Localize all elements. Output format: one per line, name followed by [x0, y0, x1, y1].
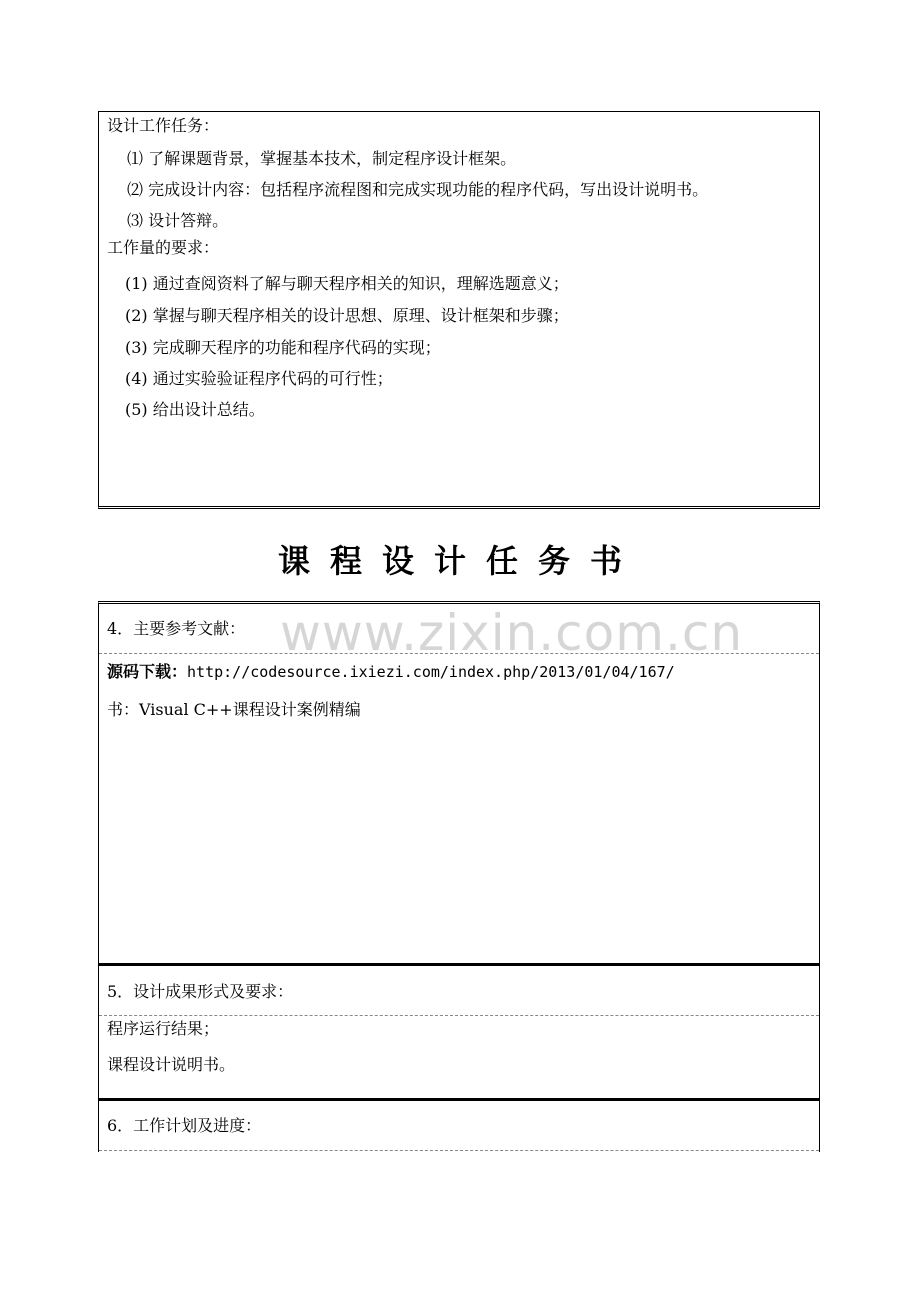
book-reference: 书：Visual C++课程设计案例精编 [107, 700, 361, 719]
task-item: ⑶ 设计答辩。 [127, 211, 229, 230]
requirement-item: (5) 给出设计总结。 [125, 400, 265, 419]
deliverable-item: 课程设计说明书。 [107, 1055, 236, 1074]
divider [99, 1015, 819, 1016]
workload-heading: 工作量的要求： [107, 238, 220, 257]
divider [99, 1150, 819, 1151]
task-item: ⑴ 了解课题背景，掌握基本技术，制定程序设计框架。 [127, 149, 517, 168]
deliverables-heading: 5．设计成果形式及要求： [107, 982, 294, 1001]
references-heading: 4．主要参考文献： [107, 619, 246, 638]
page-title: 课程设计任务书 [277, 542, 642, 580]
task-item: ⑵ 完成设计内容：包括程序流程图和完成实现功能的程序代码，写出设计说明书。 [127, 180, 709, 199]
source-label: 源码下载： [107, 662, 188, 681]
source-url: http://codesource.ixiezi.com/index.php/2013/01/04/167/ [187, 663, 675, 681]
section-schedule [98, 1098, 820, 1152]
requirement-item: (2) 掌握与聊天程序相关的设计思想、原理、设计框架和步骤； [125, 306, 569, 325]
divider [99, 653, 819, 654]
schedule-heading: 6．工作计划及进度： [107, 1116, 262, 1135]
requirement-item: (4) 通过实验验证程序代码的可行性； [125, 369, 393, 388]
requirement-item: (3) 完成聊天程序的功能和程序代码的实现； [125, 338, 441, 357]
task-box [98, 111, 820, 509]
section-references [98, 601, 820, 965]
source-line [107, 662, 675, 682]
section-deliverables [98, 963, 820, 1100]
deliverable-item: 程序运行结果； [107, 1019, 220, 1038]
task-heading: 设计工作任务： [107, 116, 220, 135]
requirement-item: (1) 通过查阅资料了解与聊天程序相关的知识，理解选题意义； [125, 274, 569, 293]
watermark: www.zixin.com.cn [280, 604, 744, 662]
